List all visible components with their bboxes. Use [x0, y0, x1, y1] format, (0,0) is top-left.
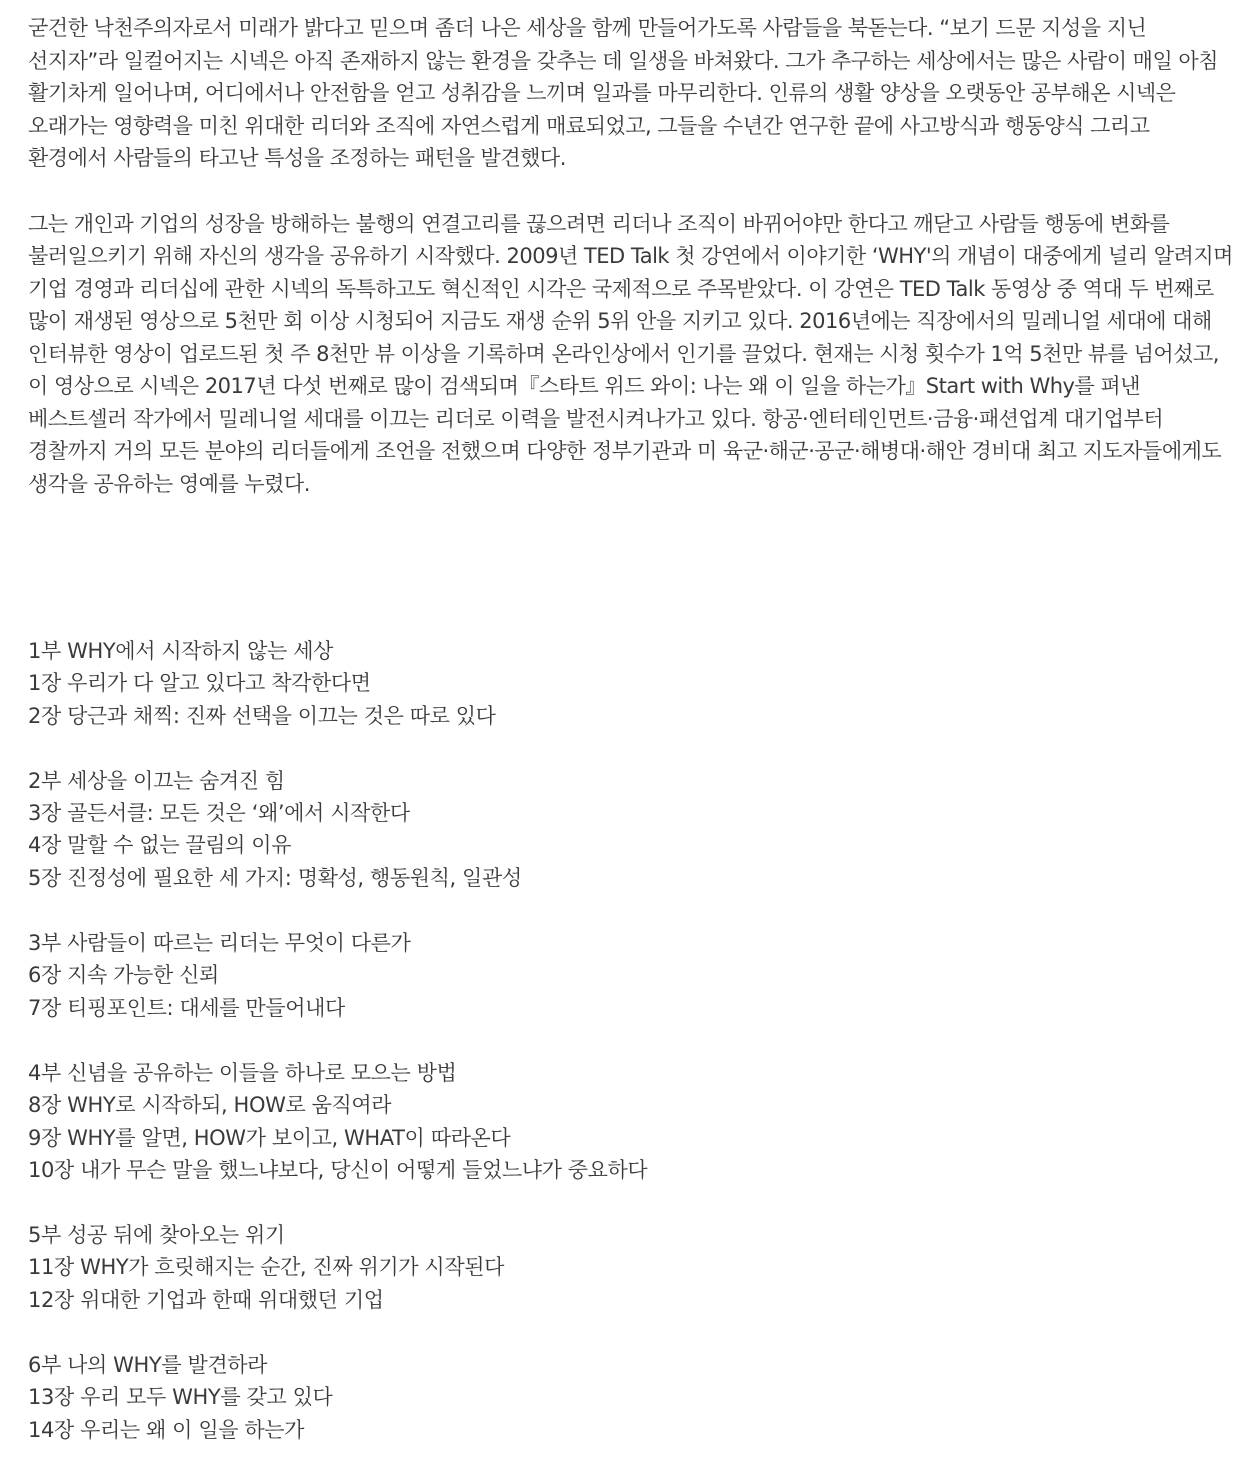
bio-paragraph: 그는 개인과 기업의 성장을 방해하는 불행의 연결고리를 끊으려면 리더나 조직이 바뀌어야만 한다고 깨닫고 사람들 행동에 변화를 불러일으키기 위해 자신의 생각을 공유하기 시작했다. 2009년 TED Talk 첫 강연에서 이야기한 ‘WHY'의 개념이 대중에게 널리 알려지며 기업 경영과 리더십에 관한 시넥의 독특하고도 혁신적인 시각은 국제적으로 주목받았다. 이 강연은 TED Talk 동영상 중 역대 두 번째로 많이 재생된 영상으로 5천만 회 이상 시청되어 지금도 재생 순위 5위 안을 지키고 있다. 2016년에는 직장에서의 밀레니얼 세대에 대해 인터뷰한 영상이 업로드된 첫 주 8천만 뷰 이상을 기록하며 온라인상에서 인기를 끌었다. 현재는 시청 횟수가 1억 5천만 뷰를 넘어섰고, 이 영상으로 시넥은 2017년 다섯 번째로 많이 검색되며『스타트 위드 와이: 나는 왜 이 일을 하는가』Start with Why를 펴낸 베스트셀러 작가에서 밀레니얼 세대를 이끄는 리더로 이력을 발전시켜나가고 있다. 항공·엔터테인먼트·금융·패션업계 대기업부터 경찰까지 거의 모든 분야의 리더들에게 조언을 전했으며 다양한 정부기관과 미 육군·해군·공군·해병대·해안 경비대 최고 지도자들에게도 생각을 공유하는 영예를 누렸다.: [28, 211, 1233, 496]
chapter-title: 13장 우리 모두 WHY를 갖고 있다: [28, 1385, 333, 1410]
chapter-title: 8장 WHY로 시작하되, HOW로 움직여라: [28, 1093, 392, 1118]
chapter-title: 9장 WHY를 알면, HOW가 보이고, WHAT이 따라온다: [28, 1125, 511, 1150]
toc-part-4: [28, 1057, 1234, 1186]
chapter-title: 7장 티핑포인트: 대세를 만들어내다: [28, 995, 345, 1020]
toc-part-5: [28, 1219, 1234, 1316]
chapter-title: 6장 지속 가능한 신뢰: [28, 963, 219, 988]
toc-part-6: [28, 1349, 1234, 1446]
part-title: 5부 성공 뒤에 찾아오는 위기: [28, 1223, 285, 1248]
bio-paragraph: 굳건한 낙천주의자로서 미래가 밝다고 믿으며 좀더 나은 세상을 함께 만들어가도록 사람들을 북돋는다. “보기 드문 지성을 지닌 선지자”라 일컬어지는 시넥은 아직 존재하지 않는 환경을 갖추는 데 일생을 바쳐왔다. 그가 추구하는 세상에서는 많은 사람이 매일 아침 활기차게 일어나며, 어디에서나 안전함을 얻고 성취감을 느끼며 일과를 마무리한다. 인류의 생활 양상을 오랫동안 공부해온 시넥은 오래가는 영향력을 미친 위대한 리더와 조직에 자연스럽게 매료되었고, 그들을 수년간 연구한 끝에 사고방식과 행동양식 그리고 환경에서 사람들의 타고난 특성을 조정하는 패턴을 발견했다.: [28, 16, 1218, 170]
chapter-title: 12장 위대한 기업과 한때 위대했던 기업: [28, 1287, 384, 1312]
part-title: 1부 WHY에서 시작하지 않는 세상: [28, 639, 333, 663]
chapter-title: 5장 진정성에 필요한 세 가지: 명확성, 행동원칙, 일관성: [28, 865, 522, 890]
toc-part-1: [28, 635, 1234, 732]
toc-part-3: [28, 927, 1234, 1024]
part-title: 6부 나의 WHY를 발견하라: [28, 1353, 268, 1378]
part-title: 3부 사람들이 따르는 리더는 무엇이 다른가: [28, 931, 411, 956]
chapter-title: 1장 우리가 다 알고 있다고 착각한다면: [28, 671, 371, 696]
part-title: 4부 신념을 공유하는 이들을 하나로 모으는 방법: [28, 1060, 457, 1085]
chapter-title: 11장 WHY가 흐릿해지는 순간, 진짜 위기가 시작된다: [28, 1255, 504, 1280]
table-of-contents: [28, 635, 1234, 1446]
toc-part-2: [28, 765, 1234, 894]
part-title: 2부 세상을 이끄는 숨겨진 힘: [28, 768, 285, 793]
chapter-title: 4장 말할 수 없는 끌림의 이유: [28, 833, 292, 858]
author-bio: [28, 12, 1234, 500]
chapter-title: 14장 우리는 왜 이 일을 하는가: [28, 1417, 305, 1442]
chapter-title: 3장 골든서클: 모든 것은 ‘왜’에서 시작한다: [28, 801, 410, 826]
chapter-title: 10장 내가 무슨 말을 했느냐보다, 당신이 어떻게 들었느냐가 중요하다: [28, 1157, 648, 1182]
chapter-title: 2장 당근과 채찍: 진짜 선택을 이끄는 것은 따로 있다: [28, 703, 496, 728]
